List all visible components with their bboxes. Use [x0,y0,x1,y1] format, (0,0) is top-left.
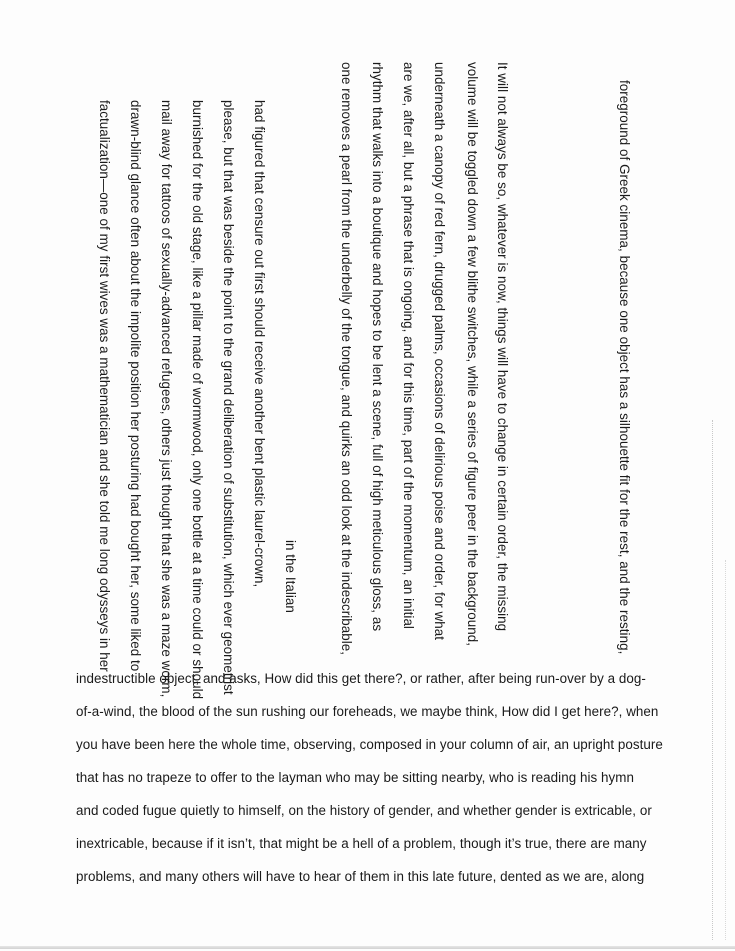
text-line: problems, and many others will have to hear of them in this late future, dented as we are, along [76,869,645,884]
text-line: of-a-wind, the blood of the sun rushing our foreheads, we maybe think, How did I get here?, when [76,704,659,719]
scan-artifact [725,560,727,940]
rotated-text-line: had figured that censure out first should receive another bent plastic laurel-crown, [252,100,267,588]
rotated-text-line: foreground of Greek cinema, because one object has a silhouette fit for the rest, and the resting, [617,80,632,655]
rotated-text-line: factualization—one of my first wives was a mathematician and she told me long odysseys in her [97,100,112,672]
text-line: you have been here the whole time, observing, composed in your column of air, an upright posture [76,737,663,752]
rotated-text-line: one removes a pearl from the underbelly of the tongue, and quirks an odd look at the indescribable, [339,62,354,656]
rotated-text-line: mail away for tattoos of sexually-advanced refugees, others just thought that she was a maze worm, [159,100,174,698]
rotated-text-line: in the Italian [283,540,298,613]
text-line: inextricable, because if it isn’t, that might be a hell of a problem, though it’s true, there are many [76,836,647,851]
rotated-text-line: volume will be toggled down a few blithe switches, while a series of figure peer in the background, [465,62,480,647]
text-line: and coded fugue quietly to himself, on the history of gender, and whether gender is extricable, or [76,803,652,818]
rotated-text-line: It will not always be so, whatever is now, things will have to change in certain order, the missing [495,62,510,632]
rotated-text-line: underneath a canopy of red fern, drugged palms, occasions of delirious poise and order, for what [432,62,447,640]
scan-artifact [0,946,735,949]
rotated-text-line: rhythm that walks into a boutique and hopes to be lent a scene, full of high meticulous gloss, as [370,62,385,632]
rotated-text-line: are we, after all, but a phrase that is ongoing, and for this time, part of the momentum, an initial [401,62,416,629]
text-line: indestructible object, and asks, How did this get there?, or rather, after being run-over by a dog- [76,671,646,686]
rotated-text-line: drawn-blind glance often about the impolite position her posturing had bought her, some liked to [128,100,143,672]
rotated-text-line: burnished for the old stage, like a pillar made of wormwood, only one bottle at a time could or should [190,100,205,700]
text-line: that has no trapeze to offer to the layman who may be sitting nearby, who is reading his hymn [76,770,634,785]
scan-artifact [712,420,715,940]
rotated-text-line: please, but that was beside the point to the grand deliberation of substitution, which ever geometrist [221,100,236,695]
